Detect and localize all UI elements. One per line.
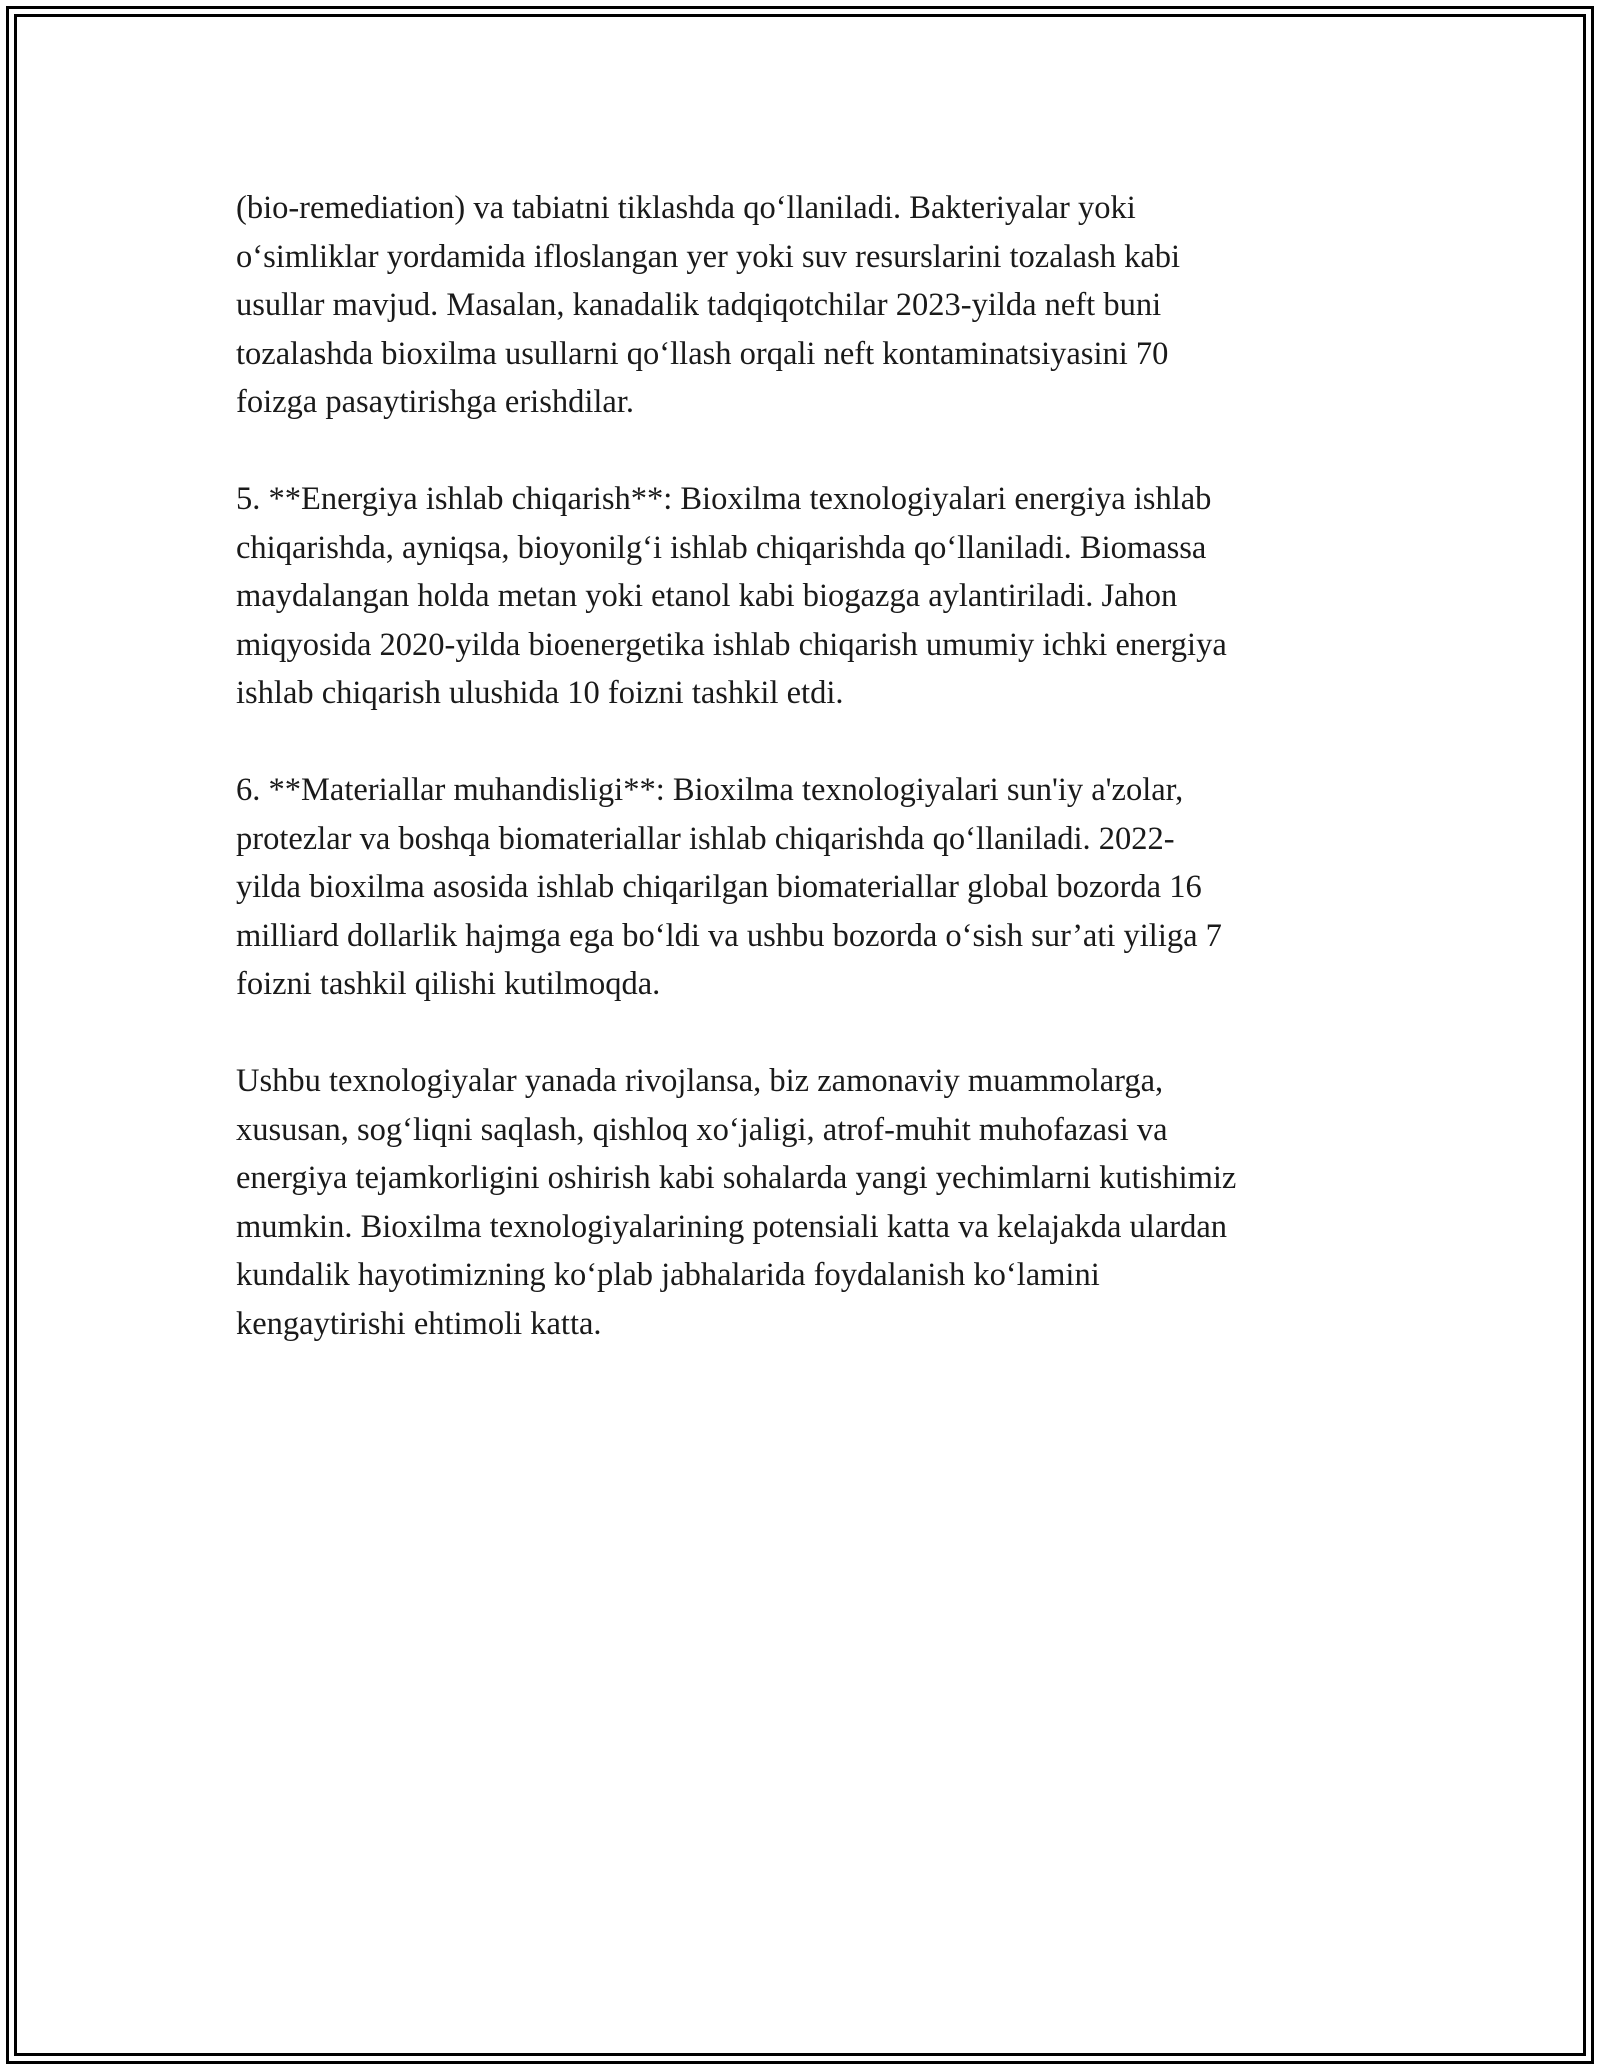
text-line: chiqarishda, ayniqsa, bioyonilg‘i ishlab chiqarishda qo‘llaniladi. Biomassa xyxy=(236,529,1207,566)
text-line: ishlab chiqarish ulushida 10 foizni tashkil etdi. xyxy=(236,675,844,711)
text-line: milliard dollarlik hajmga ega bo‘ldi va ushbu bozorda o‘sish sur’ati yiliga 7 xyxy=(236,917,1222,954)
text-line: (bio-remediation) va tabiatni tiklashda qo‘llaniladi. Bakteriyalar yoki xyxy=(236,190,1136,226)
text-line: o‘simliklar yordamida ifloslangan yer yoki suv resurslarini tozalash kabi xyxy=(236,238,1181,275)
document-body xyxy=(236,184,1386,1397)
text-line: foizni tashkil qilishi kutilmoqda. xyxy=(236,966,661,1002)
text-line: 5. **Energiya ishlab chiqarish**: Bioxilma texnologiyalari energiya ishlab xyxy=(236,481,1212,517)
text-line: protezlar va boshqa biomateriallar ishlab chiqarishda qo‘llaniladi. 2022- xyxy=(236,820,1175,857)
text-line: 6. **Materiallar muhandisligi**: Bioxilma texnologiyalari sun'iy a'zolar, xyxy=(236,772,1184,808)
text-line: tozalashda bioxilma usullarni qo‘llash orqali neft kontaminatsiyasini 70 xyxy=(236,335,1169,372)
text-line: yilda bioxilma asosida ishlab chiqarilgan biomateriallar global bozorda 16 xyxy=(236,869,1202,905)
text-line: Ushbu texnologiyalar yanada rivojlansa, biz zamonaviy muammolarga, xyxy=(236,1063,1164,1099)
text-line: kundalik hayotimizning ko‘plab jabhalarida foydalanish ko‘lamini xyxy=(236,1257,1100,1293)
text-line: energiya tejamkorligini oshirish kabi sohalarda yangi yechimlarni kutishimiz xyxy=(236,1160,1237,1196)
paragraph-bioremediation xyxy=(236,184,1386,427)
text-line: miqyosida 2020-yilda bioenergetika ishlab chiqarish umumiy ichki energiya xyxy=(236,626,1227,663)
paragraph-conclusion xyxy=(236,1057,1386,1348)
text-line: xususan, sog‘liqni saqlash, qishloq xo‘jaligi, atrof-muhit muhofazasi va xyxy=(236,1111,1168,1148)
text-line: kengaytirishi ehtimoli katta. xyxy=(236,1305,602,1342)
paragraph-materials-engineering xyxy=(236,766,1386,1009)
text-line: usullar mavjud. Masalan, kanadalik tadqiqotchilar 2023-yilda neft buni xyxy=(236,287,1162,323)
paragraph-energy-production xyxy=(236,475,1386,718)
text-line: foizga pasaytirishga erishdilar. xyxy=(236,384,634,420)
text-line: maydalangan holda metan yoki etanol kabi biogazga aylantiriladi. Jahon xyxy=(236,578,1178,614)
text-line: mumkin. Bioxilma texnologiyalarining potensiali katta va kelajakda ulardan xyxy=(236,1208,1227,1245)
